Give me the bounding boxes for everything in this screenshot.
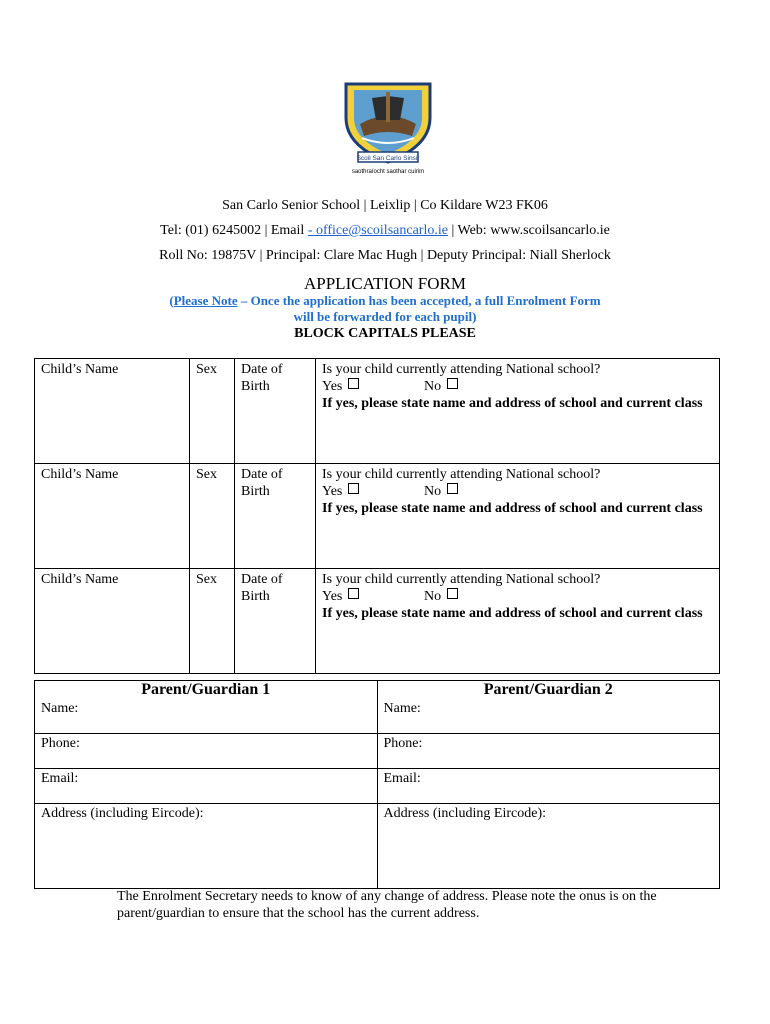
sex-label: Sex <box>196 362 217 377</box>
no-option[interactable] <box>424 588 458 605</box>
note-line-1 <box>0 293 770 309</box>
address-change-notice: The Enrolment Secretary needs to know of any change of address. Please note the onus is on the parent/guardian to ensure that the school has the current address. <box>117 889 657 921</box>
contact-prefix: Tel: (01) 6245002 | Email <box>160 223 308 238</box>
parent-1-phone-field[interactable] <box>35 734 378 769</box>
parent-2-header: Parent/Guardian 2 <box>377 681 720 700</box>
sex-label: Sex <box>196 467 217 482</box>
phone-label: Phone: <box>383 736 423 751</box>
note-line-2: will be forwarded for each pupil) <box>293 309 477 324</box>
dob-label-line-2: Birth <box>241 379 270 394</box>
parent-name-row <box>35 699 720 734</box>
name-label: Name: <box>41 701 79 716</box>
no-label: No <box>424 484 442 499</box>
child-row <box>35 569 720 674</box>
note-open-paren: ( <box>169 293 174 308</box>
child-name-field[interactable] <box>35 464 190 569</box>
parent-email-row <box>35 769 720 804</box>
parent-2-address-field[interactable] <box>377 804 720 889</box>
no-option[interactable] <box>424 378 458 395</box>
child-sex-field[interactable] <box>190 569 235 674</box>
dob-label-line-2: Birth <box>241 484 270 499</box>
national-school-question: Is your child currently attending National school? <box>322 467 601 482</box>
no-label: No <box>424 379 442 394</box>
child-sex-field[interactable] <box>190 464 235 569</box>
block-capitals-notice: BLOCK CAPITALS PLEASE <box>294 326 476 341</box>
school-address-line: San Carlo Senior School | Leixlip | Co Kildare W23 FK06 <box>222 198 548 213</box>
dob-label-line-1: Date of <box>241 362 283 377</box>
child-name-label: Child’s Name <box>41 572 119 587</box>
yes-checkbox-icon[interactable] <box>348 378 359 389</box>
if-yes-instruction: If yes, please state name and address of school and current class <box>322 606 703 621</box>
if-yes-instruction: If yes, please state name and address of school and current class <box>322 396 703 411</box>
yes-checkbox-icon[interactable] <box>348 588 359 599</box>
national-school-question: Is your child currently attending National school? <box>322 362 601 377</box>
parent-1-address-field[interactable] <box>35 804 378 889</box>
email-label: Email: <box>41 771 79 786</box>
contact-suffix: | Web: www.scoilsancarlo.ie <box>447 223 610 238</box>
staff-line: Roll No: 19875V | Principal: Clare Mac Hugh | Deputy Principal: Niall Sherlock <box>159 248 611 263</box>
national-school-cell <box>316 359 720 464</box>
no-option[interactable] <box>424 483 458 500</box>
phone-label: Phone: <box>41 736 80 751</box>
note-text: – Once the application has been accepted, a full Enrolment Form <box>237 293 601 308</box>
sex-label: Sex <box>196 572 217 587</box>
parent-address-row <box>35 804 720 889</box>
yes-checkbox-icon[interactable] <box>348 483 359 494</box>
dob-label-line-1: Date of <box>241 572 283 587</box>
email-label: Email: <box>383 771 421 786</box>
crest-tagline: saothraíocht saothar cuirim <box>351 169 425 175</box>
parent-2-name-field[interactable] <box>377 699 720 734</box>
dob-label-line-2: Birth <box>241 589 270 604</box>
yes-option[interactable] <box>322 588 424 605</box>
form-title: APPLICATION FORM <box>304 274 466 293</box>
parent-guardian-table <box>34 680 720 889</box>
national-school-cell <box>316 464 720 569</box>
parent-1-header: Parent/Guardian 1 <box>35 681 378 700</box>
parent-1-name-field[interactable] <box>35 699 378 734</box>
child-row <box>35 359 720 464</box>
yes-no-options <box>322 483 713 500</box>
yes-no-options <box>322 588 713 605</box>
yes-label: Yes <box>322 589 343 604</box>
child-dob-field[interactable] <box>235 464 316 569</box>
yes-option[interactable] <box>322 378 424 395</box>
address-label: Address (including Eircode): <box>383 806 547 821</box>
children-table <box>34 358 720 674</box>
parent-2-phone-field[interactable] <box>377 734 720 769</box>
child-name-label: Child’s Name <box>41 467 119 482</box>
child-name-field[interactable] <box>35 569 190 674</box>
national-school-cell <box>316 569 720 674</box>
parent-2-email-field[interactable] <box>377 769 720 804</box>
dob-label-line-1: Date of <box>241 467 283 482</box>
name-label: Name: <box>383 701 421 716</box>
yes-no-options <box>322 378 713 395</box>
please-note-label: Please Note <box>173 293 238 308</box>
no-checkbox-icon[interactable] <box>447 588 458 599</box>
email-link[interactable]: - office@scoilsancarlo.ie <box>307 223 448 238</box>
parent-phone-row <box>35 734 720 769</box>
child-name-label: Child’s Name <box>41 362 119 377</box>
contact-line <box>0 223 770 239</box>
no-checkbox-icon[interactable] <box>447 378 458 389</box>
yes-option[interactable] <box>322 483 424 500</box>
if-yes-instruction: If yes, please state name and address of school and current class <box>322 501 703 516</box>
no-checkbox-icon[interactable] <box>447 483 458 494</box>
address-label: Address (including Eircode): <box>41 806 204 821</box>
yes-label: Yes <box>322 379 343 394</box>
school-crest-logo <box>332 78 444 178</box>
child-dob-field[interactable] <box>235 569 316 674</box>
no-label: No <box>424 589 442 604</box>
child-dob-field[interactable] <box>235 359 316 464</box>
child-sex-field[interactable] <box>190 359 235 464</box>
national-school-question: Is your child currently attending National school? <box>322 572 601 587</box>
child-name-field[interactable] <box>35 359 190 464</box>
crest-motto: Scoil San Carlo Sinsir <box>356 155 420 162</box>
parent-1-email-field[interactable] <box>35 769 378 804</box>
parent-header-row <box>35 681 720 700</box>
yes-label: Yes <box>322 484 343 499</box>
child-row <box>35 464 720 569</box>
